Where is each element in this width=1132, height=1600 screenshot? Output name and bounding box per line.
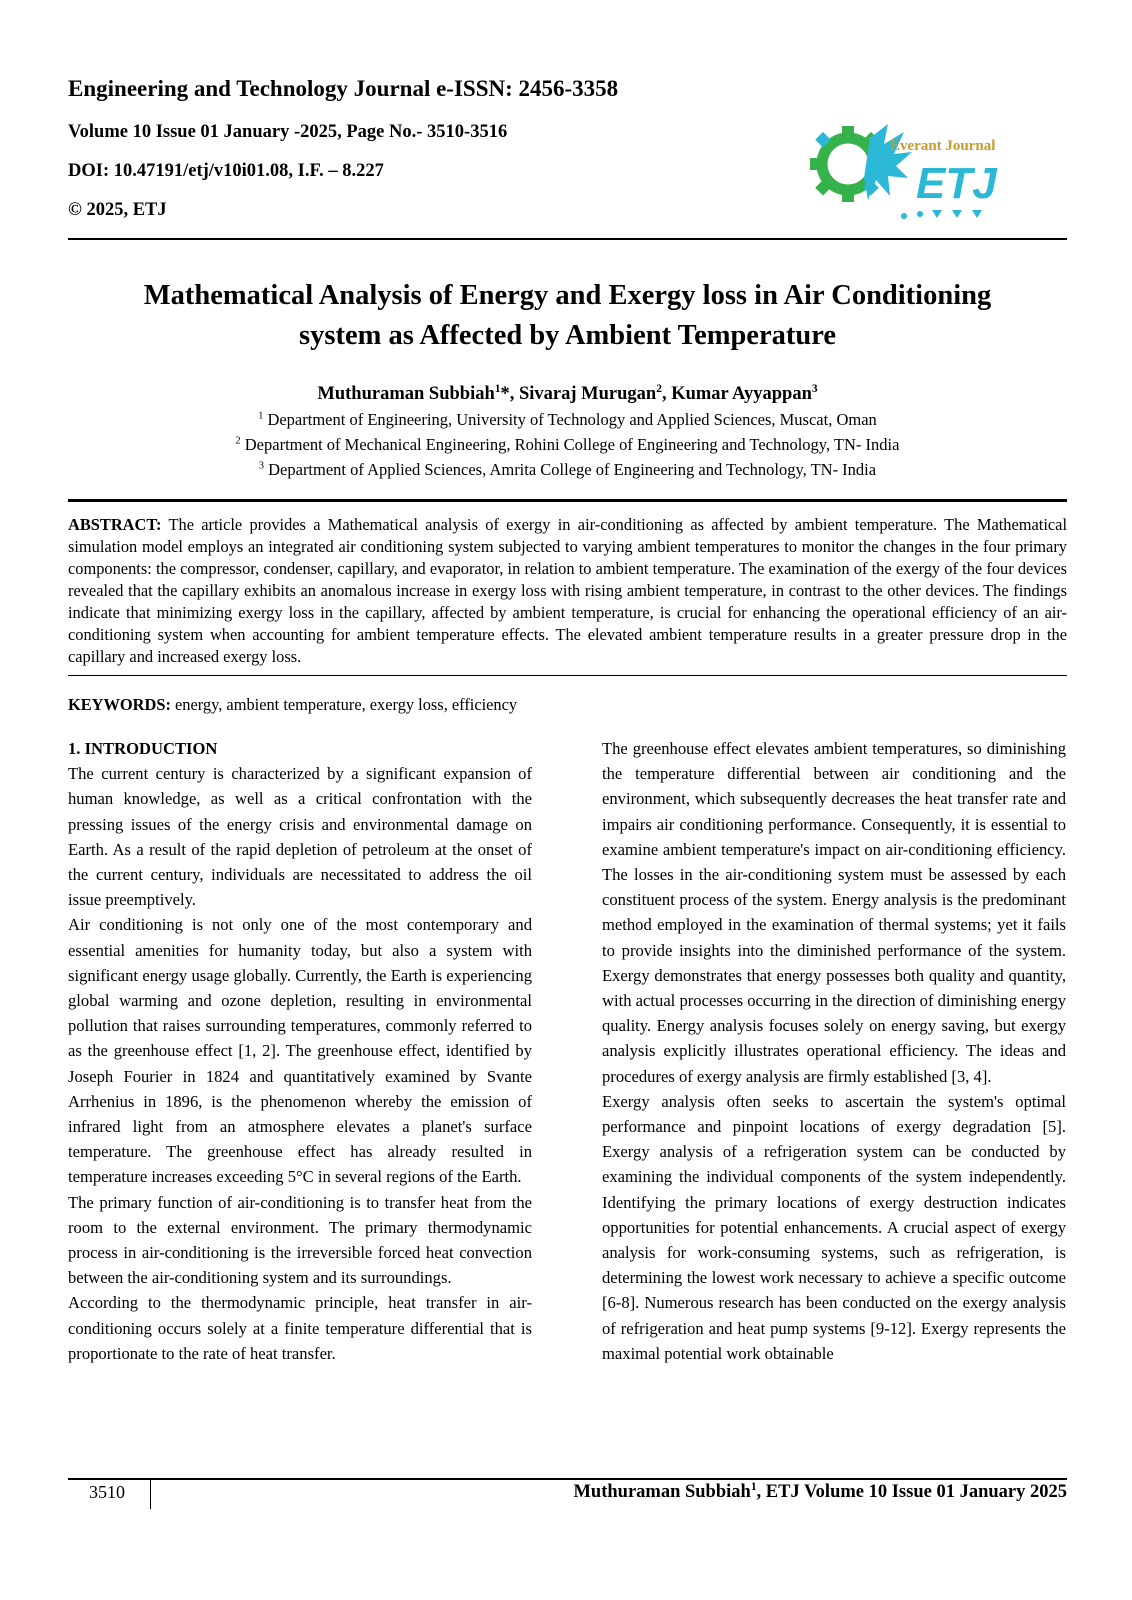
- affiliation-text: Department of Engineering, University of Technology and Applied Sciences, Muscat, Oman: [263, 410, 877, 429]
- paper-title: [68, 276, 1067, 356]
- affiliation-number: 2: [235, 435, 241, 447]
- keywords-label: KEYWORDS:: [68, 695, 171, 714]
- author-affiliation-number: 1: [494, 382, 501, 395]
- copyright-line: © 2025, ETJ: [68, 200, 167, 220]
- etj-logo: [808, 118, 1018, 226]
- body-paragraph: According to the thermodynamic principle, heat transfer in air-conditioning occurs solely at a finite temperature differential that is proportionate to the rate of heat transfer.: [68, 1293, 532, 1363]
- author-name: Muthuraman Subbiah: [317, 384, 495, 404]
- affiliation-number: 1: [258, 410, 264, 422]
- author-affiliation-number: 2: [656, 382, 662, 395]
- doi-line: DOI: 10.47191/etj/v10i01.08, I.F. – 8.227: [68, 161, 384, 181]
- keywords-text: energy, ambient temperature, exergy loss, efficiency: [170, 695, 518, 714]
- logo-wordmark: ETJ: [916, 159, 997, 208]
- keywords: [68, 694, 1067, 716]
- author-affiliation-number: 3: [811, 382, 818, 395]
- body-paragraph: The greenhouse effect elevates ambient temperatures, so diminishing the temperature differential between air conditioning and the environment, which subsequently decreases the heat transfer rate and impairs air conditioning performance. Consequently, it is essential to examine ambient temperature's impact on air-conditioning efficiency. The losses in the air-conditioning system must be assessed by each constituent process of the system. Energy analysis is the predominant method employed in the examination of thermal systems; yet it fails to provide insights into the diminished performance of the system. Exergy demonstrates that energy possesses both quality and quantity, with actual processes occurring in the direction of diminishing energy quality. Energy analysis focuses solely on energy saving, but exergy analysis explicitly illustrates operational efficiency. The ideas and procedures of exergy analysis are firmly established [3, 4].: [602, 739, 1066, 1086]
- logo-caption: Everant Journal: [890, 138, 996, 154]
- journal-title: Engineering and Technology Journal e-ISSN: 2456-3358: [68, 76, 619, 101]
- footer-rule: [68, 1478, 1067, 1480]
- abstract-text: The article provides a Mathematical analysis of exergy in air-conditioning as affected by ambient temperature. The Mathematical simulation model employs an integrated air conditioning system subjected to varying ambient temperatures to monitor the changes in the four primary components: the compressor, condenser, capillary, and evaporator, in relation to ambient temperature. The examination of the exergy of the four devices revealed that the capillary exhibits an anomalous increase in exergy loss with rising ambient temperature, in contrast to the other devices. The findings indicate that minimizing exergy loss in the capillary, affected by ambient temperature, is crucial for enhancing the operational efficiency of an air-conditioning system when accounting for ambient temperature effects. The elevated ambient temperature results in a greater pressure drop in the capillary and increased exergy loss.: [68, 515, 1067, 666]
- footer-citation: [573, 1482, 1067, 1503]
- right-column: [602, 736, 1066, 1366]
- body-paragraph: The current century is characterized by a significant expansion of human knowledge, as well as a critical confrontation with the pressing issues of the energy crisis and environmental damage on Earth. As a result of the rapid depletion of petroleum at the onset of the current century, individuals are necessitated to address the oil issue preemptively.: [68, 764, 532, 910]
- affiliation-number: 3: [258, 460, 264, 472]
- footer-divider: [150, 1478, 151, 1509]
- body-paragraph: Exergy analysis often seeks to ascertain the system's optimal performance and pinpoint locations of exergy degradation [5]. Exergy analysis of a refrigeration system can be conducted by examining the individual components of the system independently. Identifying the primary locations of exergy destruction indicates opportunities for potential enhancements. A crucial aspect of exergy analysis for work-consuming systems, such as refrigeration, is determining the lowest work necessary to achieve a specific outcome [6-8]. Numerous research has been conducted on the exergy analysis of refrigeration and heat pump systems [9-12]. Exergy represents the maximal potential work obtainable: [602, 1091, 1066, 1363]
- footer-author-sup: 1: [750, 1480, 757, 1493]
- abstract: [68, 514, 1067, 668]
- author-name: Kumar Ayyappan: [671, 384, 812, 404]
- body-paragraph: The primary function of air-conditioning is to transfer heat from the room to the external environment. The primary thermodynamic process in air-conditioning is the irreversible forced heat convection between the air-conditioning system and its surroundings.: [68, 1192, 532, 1288]
- paper-title-line: Mathematical Analysis of Energy and Exergy loss in Air Conditioning: [143, 280, 992, 311]
- author-separator: ,: [661, 384, 672, 404]
- footer-citation-text: , ETJ Volume 10 Issue 01 January 2025: [756, 1482, 1067, 1502]
- affiliation: [68, 460, 1067, 480]
- abstract-label: ABSTRACT:: [68, 515, 162, 534]
- author-name: Sivaraj Murugan: [518, 384, 657, 404]
- affiliation: [68, 410, 1067, 430]
- affiliation-text: Department of Mechanical Engineering, Rohini College of Engineering and Technology, TN- India: [240, 435, 900, 454]
- page-number: 3510: [89, 1482, 125, 1502]
- corresponding-mark: *: [500, 384, 510, 404]
- volume-line: Volume 10 Issue 01 January -2025, Page No.- 3510-3516: [68, 122, 508, 142]
- affiliation: [68, 435, 1067, 455]
- footer-author: Muthuraman Subbiah: [573, 1482, 751, 1502]
- left-column: [68, 736, 532, 1366]
- author-separator: ,: [509, 384, 519, 404]
- section-heading: 1. INTRODUCTION: [68, 739, 218, 758]
- author-list: [68, 384, 1067, 405]
- header-rule: [68, 238, 1067, 240]
- paper-title-line: system as Affected by Ambient Temperature: [299, 320, 836, 351]
- logo-dots: [901, 210, 982, 219]
- abstract-bottom-rule: [68, 675, 1067, 676]
- body-paragraph: Air conditioning is not only one of the most contemporary and essential amenities for humanity today, but also a system with significant energy usage globally. Currently, the Earth is experiencing global warming and ozone depletion, resulting in environmental pollution that raises surrounding temperatures, commonly referred to as the greenhouse effect [1, 2]. The greenhouse effect, identified by Joseph Fourier in 1824 and quantitatively examined by Svante Arrhenius in 1896, is the phenomenon whereby the emission of infrared light from an atmosphere elevates a planet's surface temperature. The greenhouse effect has already resulted in temperature increases exceeding 5°C in several regions of the Earth.: [68, 915, 532, 1187]
- abstract-top-rule: [68, 499, 1067, 502]
- affiliation-text: Department of Applied Sciences, Amrita College of Engineering and Technology, TN- India: [264, 460, 877, 479]
